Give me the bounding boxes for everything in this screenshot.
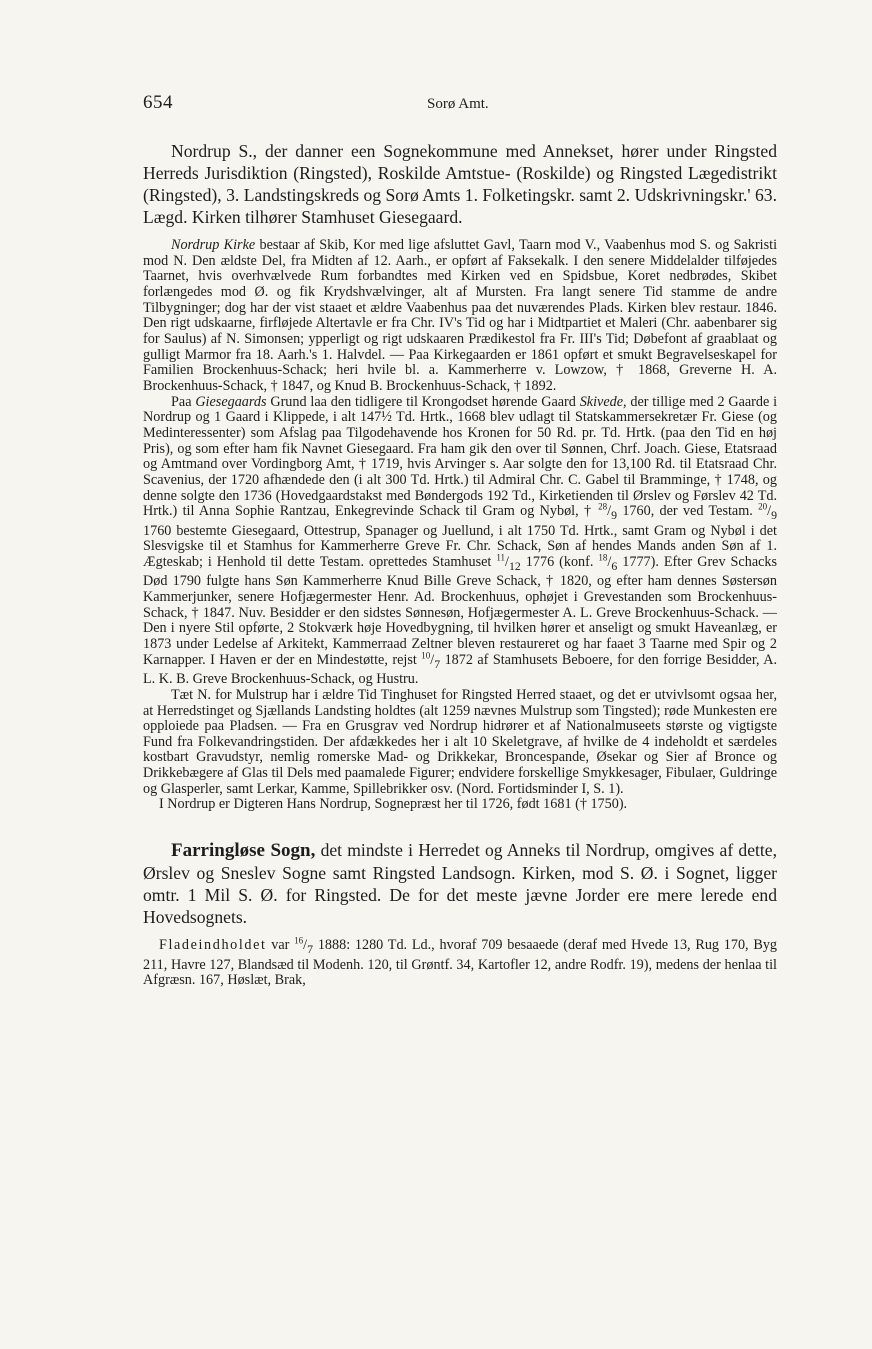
date-2-month: 9 (771, 507, 778, 522)
flade-text-1: var (271, 937, 290, 954)
page-body (143, 140, 777, 989)
skivede-name: Skivede, (579, 393, 627, 410)
digteren-paragraph: I Nordrup er Digteren Hans Nordrup, Sognepræst her til 1726, født 1681 († 1750). (159, 796, 628, 813)
date-2-day: 20 (758, 501, 768, 512)
flade-label: Fladeindholdet (159, 937, 267, 954)
giesegaard-text-3: 1760, der ved Testam. (622, 503, 753, 520)
running-title: Sorø Amt. (427, 96, 489, 112)
page-header (143, 92, 783, 118)
giesegaard-paragraph: Paa Giesegaards Grund laa den tidligere til Krongodset hørende Gaard Skivede, der tillige med 2 Gaarde i Nordrup og 1 Gaard i Klippede, i alt 147½ Td. Hrtk., 1668 blev udlagt til Statskammersekretær Fr. Giese (og Medinteressenter) som Afslag paa Tilgodehavende hos Kronen for 50 Rd. pr. Td. Hrtk. (paa den Tid en høj Pris), og som efter ham fik Navnet Giesegaard. Fra ham gik den over til Sønnen, Chrf. Joach. Giese, Etatsraad og Amtmand over Vordingborg Amt, † 1719, hvis Arvinger s. Aar solgte den for 13,100 Rd. til Etatsraad Chr. Scavenius, der 1720 afhændede den (i alt 300 Td. Hrtk.) til Admiral Chr. C. Gabel til Bramminge, † 1748, og denne solgte den 1736 (Hovedgaardstakst med Bøndergods 192 Td., Kirketienden til Ørslev og Førslev 42 Td. Hrtk.) til Anna Sophie Rantzau, Enkegrevinde Schack til Gram og Nybøl, † $^{28}/_9$ 1760, der ved Testam. $^{20}/_9$ 1760 bestemte Giesegaard, Ottestrup, Spanager og Juellund, i alt 1750 Td. Hrtk., samt Gram og Nybøl i det Slesvigske til et Stamhus for Kammerherre Greve Fr. Chr. Schack, Søn af hendes Mands anden Søn af 1. Ægteskab; i Henhold til dette Testam. oprettedes Stamhuset $^{11}/_{12}$ 1776 (konf. $^{18}/_6$ 1777). Efter Grev Schacks Død 1790 fulgte hans Søn Kammerherre Knud Bille Greve Schack, † 1820, og efter ham dennes Søstersøn Kammerjunker, senere Hofjægermester Henr. Ad. Brockenhuus, ophøjet i Grevestanden som Brockenhuus-Schack, † 1847. Nuv. Besidder er den sidstes Sønnesøn, Hofjægermester A. L. Greve Brockenhuus-Schack. — Den i nyere Stil opførte, 2 Stokværk høje Hovedbygning, til hvilken hører et anseligt og smukt Haveanlæg, er 1873 under Ledelse af Arkitekt, Kammerraad Zeltner bleven restaureret og har faaet 3 Taarne med Spir og 2 Karnapper. I Haven er der en Mindestøtte, rejst $^{10}/_7$ 1872 af Stamhusets Beboere, for den forrige Besidder, A. L. K. B. Greve Brockenhuus-Schack, og Hustru. (143, 393, 778, 688)
flade-date-month: 7 (307, 941, 314, 956)
nordrup-intro-paragraph: Nordrup S., der danner een Sognekommune med Annekset, hører under Ringsted Herreds Jurisdiktion (Ringsted), Roskilde Amtstue- (Roskilde) og Ringsted Lægedistrikt (Ringsted), 3. Landstingskreds og Sorø Amts 1. Folketingskr. samt 2. Udskrivningskr.' 63. Lægd. Kirken tilhører Stamhuset Giesegaard. (143, 141, 777, 227)
giesegaard-text-7: 1872 af Stamhusets Beboere, for den forrige Besidder, A. L. K. B. Greve Brockenhuus-Schack, og Hustru. (143, 651, 778, 688)
farringlose-text: det mindste i Herredet og Anneks til Nordrup, omgives af dette, Ørslev og Sneslev Sogne samt Ringsted Landsogn. Kirken, mod S. Ø. i Sognet, ligger omtr. 1 Mil S. Ø. for Ringsted. De for det meste jævne Jorder ere mere lerede end Hovedsognets. (143, 840, 778, 928)
date-1-day: 28 (598, 501, 608, 512)
farringlose-title: Farringløse Sogn, (171, 840, 316, 862)
flade-date-day: 16 (294, 935, 304, 946)
date-4-day: 18 (598, 552, 608, 563)
giesegaard-lead: Paa (171, 393, 192, 410)
kirke-text: bestaar af Skib, Kor med lige afsluttet Gavl, Taarn mod V., Vaabenhus mod S. og Sakristi mod N. Den ældste Del, fra Midten af 12. Aarh., er opført af Faksekalk. I den senere Middelalder tilføjedes Taarnet, hvis overhvælvede Rum forbandtes med Kirken ved en Spidsbue, Koret nedbrødes, Skibet forlængedes mod Ø. og fik Krydshvælvinger, alt af Mursten. Fra langt senere Tid stamme de andre Tilbygninger; dog har der vist staaet et ældre Vaabenhus paa det nuværendes Plads. Kirken blev restaur. 1846. Den rigt udskaarne, firfløjede Altertavle er fra Chr. IV's Tid og har i Midtpartiet et Maleri (Chr. aabenbarer sig for Saulus) af N. Simonsen; ypperligt og rigt udskaaren Prædikestol fra Fr. III's Tid; Døbefont af graablaat og gulligt Marmor fra 18. Aarh.'s 1. Halvdel. — Paa Kirkegaarden er 1861 opført et smukt Begravelseskapel for Familien Brockenhuus-Schack; heri hvile bl. a. Kammerherre v. Lowzow, † 1868, Greverne H. A. Brockenhuus-Schack, † 1847, og Knud B. Brockenhuus-Schack, † 1892. (143, 237, 778, 394)
giesegaard-text-6: 1777). Efter Grev Schacks Død 1790 fulgte hans Søn Kammerherre Knud Bille Greve Schack, † 1820, og efter ham dennes Søstersøn Kammerjunker, senere Hofjægermester Henr. Ad. Brockenhuus, ophøjet i Grevestanden som Brockenhuus-Schack, † 1847. Nuv. Besidder er den sidstes Sønnesøn, Hofjægermester A. L. Greve Brockenhuus-Schack. — Den i nyere Stil opførte, 2 Stokværk høje Hovedbygning, til hvilken hører et anseligt og smukt Haveanlæg, er 1873 under Ledelse af Arkitekt, Kammerraad Zeltner bleven restaureret og har faaet 3 Taarne med Spir og 2 Karnapper. I Haven er der en Mindestøtte, rejst (143, 553, 778, 668)
date-3-month: 12 (508, 558, 521, 573)
flade-text-2: 1888: 1280 Td. Ld., hvoraf 709 besaaede (deraf med Hvede 13, Rug 170, Byg 211, Havre 127, Blandsæd til Modenh. 120, til Grøntf. 34, Kartofler 12, andre Rodfr. 19), medens der henlaa til Afgræsn. 167, Høslæt, Brak, (143, 937, 778, 989)
nordrup-kirke-paragraph (143, 238, 777, 395)
giesegaard-text-2: der tillige med 2 Gaarde i Nordrup og 1 Gaard i Klippede, i alt 147½ Td. Hrtk., 1668 blev udlagt til Statskammersekretær Fr. Giese (og Medinteressenter) som Afslag paa Tilgodehavende hos Kronen for 50 Rd. pr. Td. Hrtk. (paa den Tid en høj Pris), og som efter ham fik Navnet Giesegaard. Fra ham gik den over til Sønnen, Chrf. Joach. Giese, Etatsraad og Amtmand over Vordingborg Amt, † 1719, hvis Arvinger s. Aar solgte den for 13,100 Rd. til Etatsraad Chr. Scavenius, der 1720 afhændede den (i alt 300 Td. Hrtk.) til Admiral Chr. C. Gabel til Bramminge, † 1748, og denne solgte den 1736 (Hovedgaardstakst med Bøndergods 192 Td., Kirketienden til Ørslev og Førslev 42 Td. Hrtk.) til Anna Sophie Rantzau, Enkegrevinde Schack til Gram og Nybøl, † (143, 393, 778, 520)
giesegaard-text-4: 1760 bestemte Giesegaard, Ottestrup, Spanager og Juellund, i alt 1750 Td. Hrtk., samt Gram og Nybøl i det Slesvigske til et Stamhus for Kammerherre Greve Fr. Chr. Schack, Søn af hendes Mands anden Søn af 1. Ægteskab; i Henhold til dette Testam. oprettedes Stamhuset (143, 522, 777, 570)
mulstrup-paragraph: Tæt N. for Mulstrup har i ældre Tid Tinghuset for Ringsted Herred staaet, og det er utvivlsomt ogsaa her, at Herredstinget og Sjællands Landsting holdtes (alt 1259 nævnes Mulstrup som Tingsted); røde Munkesten ere opploiede paa Pladsen. — Fra en Grusgrav ved Nordrup hidrører et af Nationalmuseets største og vigtigste Fund fra Folkevandringstiden. Der afdækkedes her i alt 10 Skeletgrave, af hvilke de 4 indeholdt et særdeles kostbart Gravudstyr, nemlig romerske Mad- og Drikkekar, Broncespande, Øsekar og Sier af Bronce og Drikkebægere af Glas til Dels med paamalede Figurer; endvidere forskellige Smykkesager, Fibulaer, Guldringe og Glasperler, samt Lerkar, Kamme, Spillebrikker osv. (Nord. Fortidsminder I, S. 1). (143, 686, 777, 797)
date-3-day: 11 (496, 552, 506, 563)
giesegaard-text-1: Grund laa den tidligere til Krongodset hørende Gaard (270, 393, 576, 410)
date-5-month: 7 (434, 656, 441, 671)
date-5-day: 10 (421, 649, 431, 660)
giesegaard-text-5: 1776 (konf. (525, 553, 594, 570)
farringlose-paragraph (143, 839, 777, 928)
date-1-month: 9 (611, 507, 617, 522)
flade-paragraph: Fladeindholdet var $^{16}/_7$ 1888: 1280 Td. Ld., hvoraf 709 besaaede (deraf med Hvede 13, Rug 170, Byg 211, Havre 127, Blandsæd til Modenh. 120, til Grøntf. 34, Kartofler 12, andre Rodfr. 19), medens der henlaa til Afgræsn. 167, Høslæt, Brak, (143, 935, 778, 989)
date-4-month: 6 (611, 558, 618, 573)
giesegaard-name: Giesegaards (195, 393, 267, 410)
kirke-title: Nordrup Kirke (171, 237, 256, 253)
page-number: 654 (143, 92, 173, 113)
